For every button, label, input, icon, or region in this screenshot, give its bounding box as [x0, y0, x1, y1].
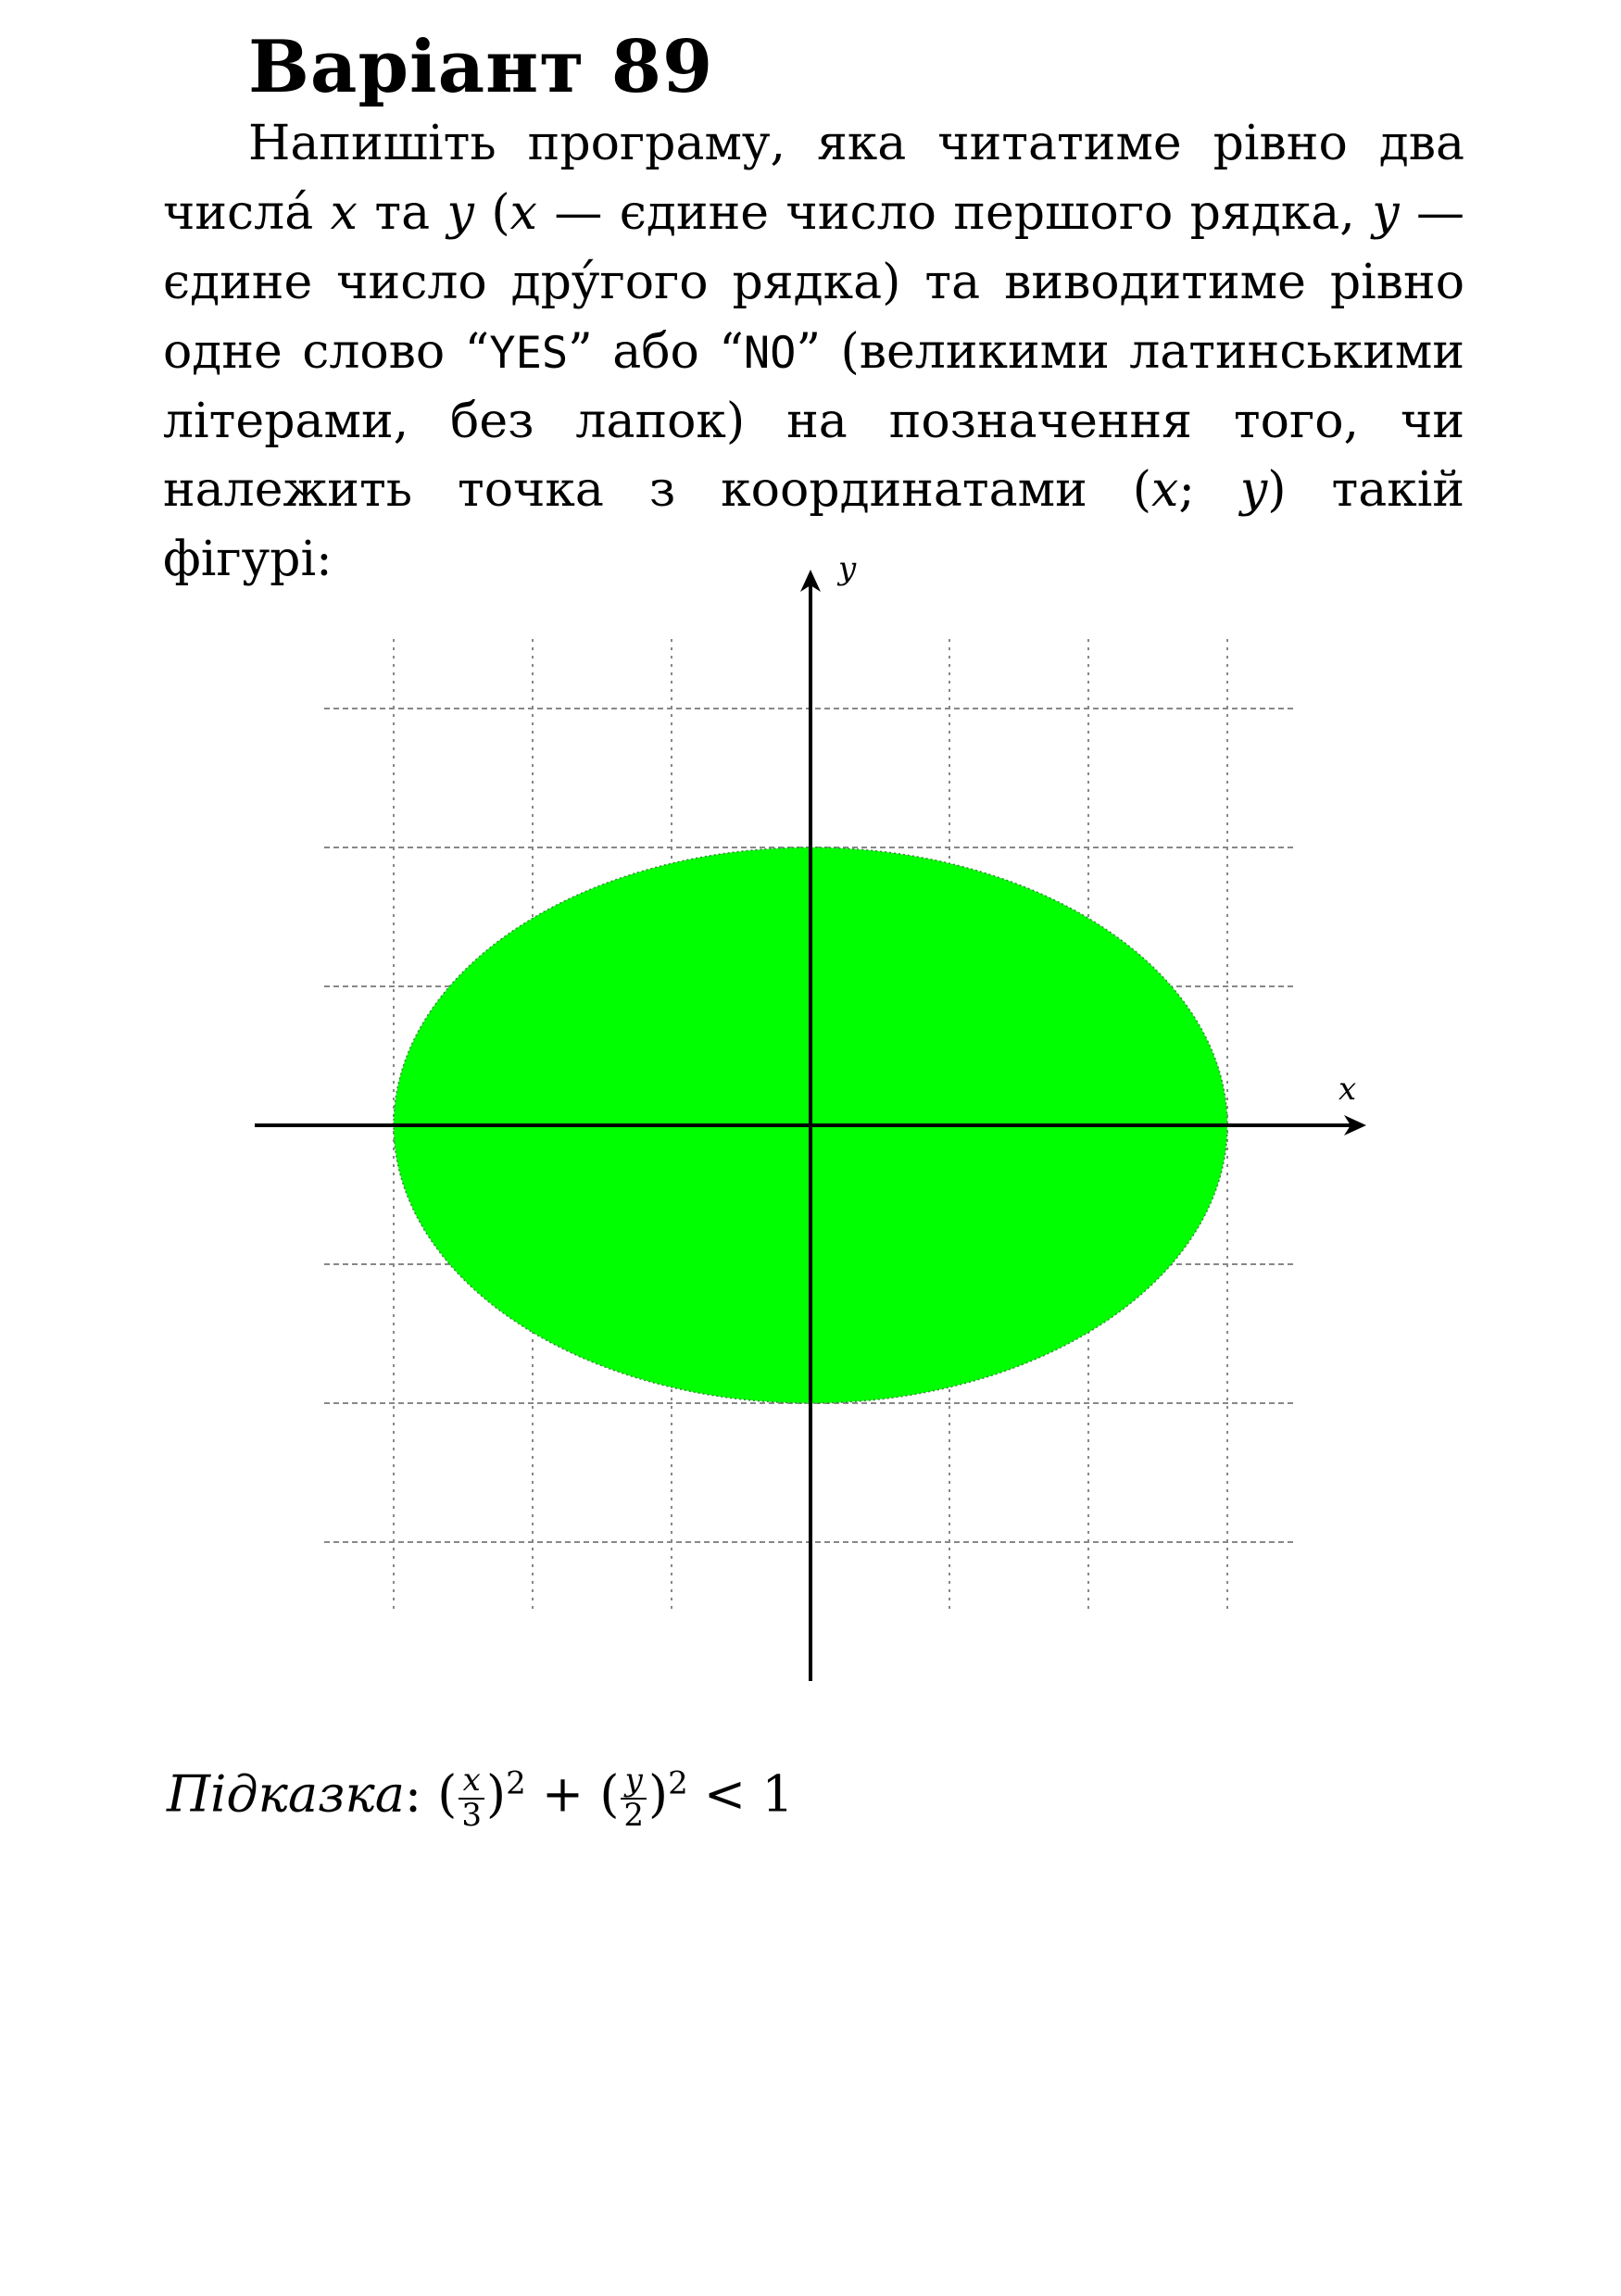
- problem-text-4: — єдине число першого рядка,: [536, 184, 1373, 241]
- hint-power-1: 2: [506, 1764, 526, 1802]
- fraction-1-numerator: x: [459, 1764, 484, 1800]
- page-title: Варіант 89: [248, 25, 714, 109]
- hint-colon: :: [404, 1764, 422, 1824]
- var-x: x: [330, 184, 358, 241]
- figure-diagram: [232, 556, 1389, 1704]
- problem-statement: [163, 109, 1464, 595]
- fraction-2-denominator: 2: [623, 1796, 645, 1834]
- problem-text-5: — єдине число дру́гого рядка) та виводитиме рівно одне слово “: [163, 184, 1465, 380]
- coord-separator: ;: [1178, 462, 1195, 519]
- y-axis-label: y: [838, 556, 857, 587]
- fraction-2-numerator: y: [621, 1764, 647, 1800]
- fraction-x-over-3: [459, 1764, 484, 1832]
- hint-label: Підказка: [167, 1764, 405, 1824]
- hint-relation: < 1: [687, 1764, 794, 1824]
- problem-text-3: (: [473, 184, 510, 241]
- problem-text-7: ” (великими латинськими літерами, без лапок) на позначення того, чи належить точка з координатами (: [163, 323, 1465, 519]
- var-y: y: [446, 184, 474, 241]
- var-x-ref: x: [509, 184, 537, 241]
- fraction-y-over-2: [621, 1764, 647, 1832]
- coord-x: x: [1151, 462, 1179, 519]
- fraction-1-denominator: 3: [461, 1796, 483, 1834]
- no-keyword: NO: [743, 327, 797, 379]
- hint-power-2: 2: [668, 1764, 688, 1802]
- coord-y: y: [1239, 462, 1268, 519]
- yes-keyword: YES: [489, 327, 569, 379]
- problem-text-8: ) такій фігурі:: [163, 462, 1465, 588]
- var-y-ref: y: [1372, 184, 1400, 241]
- x-axis-label: x: [1338, 1071, 1357, 1108]
- axes: [255, 570, 1366, 1681]
- problem-text-6: ” або “: [568, 323, 744, 380]
- hint-lparen-1: (: [437, 1764, 458, 1824]
- hint-plus: +: [525, 1764, 600, 1824]
- problem-text-2: та: [357, 184, 447, 241]
- hint-lparen-2: (: [599, 1764, 620, 1824]
- hint-rparen-1: ): [486, 1764, 507, 1824]
- problem-text-1: Напишіть програму, яка читатиме рівно два числа́: [163, 116, 1464, 241]
- hint-rparen-2: ): [648, 1764, 669, 1824]
- hint: [167, 1764, 794, 1832]
